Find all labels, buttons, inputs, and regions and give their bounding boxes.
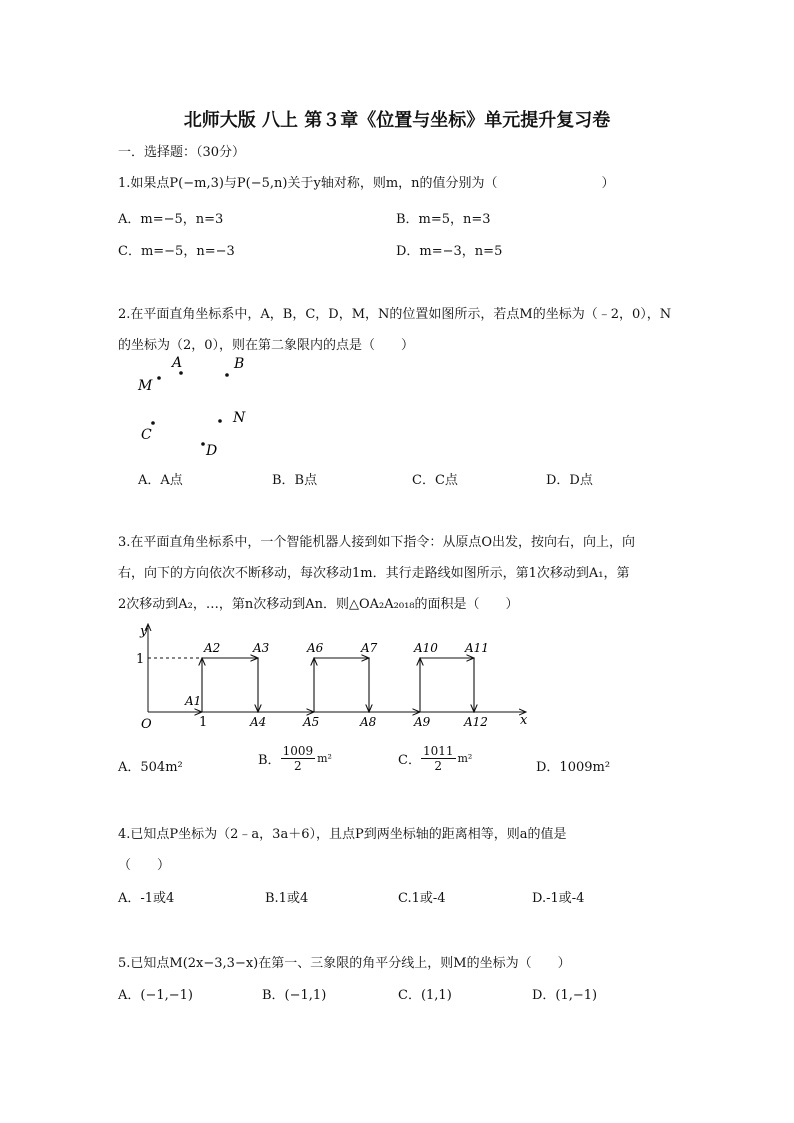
q5-option-a: A．(−1,−1) xyxy=(118,988,193,1003)
label-a: A xyxy=(172,355,183,371)
q3-option-c-fraction xyxy=(421,744,456,773)
origin-label: O xyxy=(141,717,152,732)
q3-line-3: 2次移动到A₂，…，第n次移动到An．则△OA₂A₂₀₁₈的面积是（ ） xyxy=(118,597,519,612)
q3-option-c-denominator: 2 xyxy=(434,759,443,773)
q4-option-a: A．-1或4 xyxy=(118,891,175,906)
label-a7: A7 xyxy=(361,641,378,655)
label-a4: A4 xyxy=(250,715,267,729)
q4-option-d: D.-1或-4 xyxy=(532,891,585,906)
q5-option-d: D．(1,−1) xyxy=(532,988,598,1003)
point-n xyxy=(218,419,222,423)
q3-option-b-denominator: 2 xyxy=(294,759,302,773)
q2-line-1: 2.在平面直角坐标系中，A，B，C，D，M，N的位置如图所示，若点M的坐标为（﹣2，0），N xyxy=(118,307,672,322)
label-b: B xyxy=(234,356,245,372)
label-a5: A5 xyxy=(303,715,320,729)
label-c: C xyxy=(141,427,152,443)
q5-option-b: B．(−1,1) xyxy=(262,988,327,1003)
q3-option-b-prefix: B． xyxy=(258,753,281,768)
q4-line-1: 4.已知点P坐标为（2﹣a，3a＋6），且点P到两坐标轴的距离相等，则a的值是 xyxy=(118,827,567,842)
q3-option-b-numerator: 1009 xyxy=(282,744,314,758)
q3-option-d: D．1009m² xyxy=(536,760,611,775)
q2-option-d: D．D点 xyxy=(546,473,593,488)
q2-line-2: 的坐标为（2，0），则在第二象限内的点是（ ） xyxy=(118,338,415,353)
x-axis-label: x xyxy=(520,713,528,728)
label-d: D xyxy=(206,443,218,459)
q3-option-c-numerator: 1011 xyxy=(422,744,454,758)
q2-option-a: A．A点 xyxy=(138,473,183,488)
q1-option-a: A．m=−5，n=3 xyxy=(118,212,224,227)
q3-option-c-prefix: C． xyxy=(398,753,421,768)
q5-stem: 5.已知点M(2x−3,3−x)在第一、三象限的角平分线上，则M的坐标为（ ） xyxy=(118,956,571,971)
q1-option-b: B．m=5，n=3 xyxy=(396,212,491,227)
label-m: M xyxy=(138,378,153,394)
q3-line-1: 3.在平面直角坐标系中，一个智能机器人接到如下指令：从原点O出发，按向右，向上，向 xyxy=(118,535,636,550)
point-a xyxy=(179,371,183,375)
q1-stem: 1.如果点P(−m,3)与P(−5,n)关于y轴对称，则m，n的值分别为（ ） xyxy=(118,176,615,191)
x-tick-1: 1 xyxy=(199,715,208,730)
label-a2: A2 xyxy=(204,641,221,655)
q4-option-b: B.1或4 xyxy=(265,891,309,906)
q2-option-c: C．C点 xyxy=(412,473,458,488)
q3-option-c-unit: m² xyxy=(457,752,473,765)
q1-option-d: D．m=−3，n=5 xyxy=(396,244,503,259)
label-a12: A12 xyxy=(464,715,488,729)
q4-line-2: （ ） xyxy=(118,858,171,873)
y-axis-label: y xyxy=(140,624,148,639)
document-title: 北师大版 八上 第３章《位置与坐标》单元提升复习卷 xyxy=(183,110,611,131)
label-a6: A6 xyxy=(307,641,324,655)
q3-option-c xyxy=(398,744,472,773)
q3-line-2: 右，向下的方向依次不断移动，每次移动1m．其行走路线如图所示，第1次移动到A₁，第 xyxy=(118,566,630,581)
label-a9: A9 xyxy=(414,715,431,729)
point-m xyxy=(157,376,161,380)
q3-option-b-unit: m² xyxy=(317,752,332,765)
q3-option-b-fraction xyxy=(281,744,316,773)
q4-option-c: C.1或-4 xyxy=(398,891,446,906)
q1-option-c: C．m=−5，n=−3 xyxy=(118,244,235,259)
point-b xyxy=(225,373,229,377)
y-tick-1: 1 xyxy=(136,652,145,667)
q2-option-b: B．B点 xyxy=(272,473,318,488)
q3-option-a: A．504m² xyxy=(118,760,183,775)
point-d xyxy=(201,442,205,446)
label-a10: A10 xyxy=(414,641,438,655)
label-a3: A3 xyxy=(253,641,270,655)
q3-robot-path-figure xyxy=(130,620,540,732)
q2-point-figure xyxy=(130,352,260,462)
section-heading: 一．选择题：（30分） xyxy=(118,145,246,160)
label-a11: A11 xyxy=(465,641,489,655)
label-a1: A1 xyxy=(185,694,202,708)
label-a8: A8 xyxy=(360,715,377,729)
q5-option-c: C．(1,1) xyxy=(398,988,452,1003)
label-n: N xyxy=(233,410,246,426)
point-c xyxy=(151,421,155,425)
q3-option-b xyxy=(258,744,332,773)
